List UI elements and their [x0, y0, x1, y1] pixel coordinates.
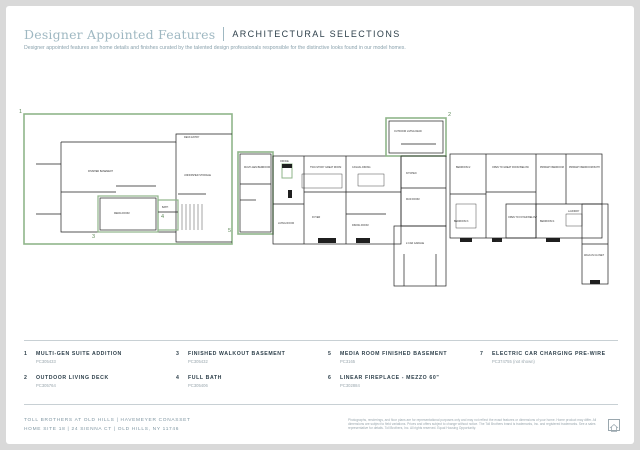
feature-name: LINEAR FIREPLACE - MEZZO 60" [340, 375, 440, 381]
feature-name: MULTI-GEN SUITE ADDITION [36, 351, 122, 357]
feature-name: ELECTRIC CAR CHARGING PRE-WIRE [492, 351, 606, 357]
basement-plan [24, 114, 232, 244]
room-label: WALK-IN CLOSET [584, 254, 605, 257]
equal-housing-icon [608, 419, 620, 431]
finished-basement-highlight [24, 114, 232, 244]
room-label: 2-CAR GARAGE [406, 242, 425, 245]
header [24, 26, 401, 42]
callout-number: 3 [92, 234, 96, 240]
room-label: OFFICE [280, 160, 289, 163]
callout-number: 1 [19, 109, 23, 115]
feature-code: PC305432 [188, 359, 208, 364]
room-label: PRIMARY BEDROOM BATH [569, 166, 600, 169]
room-label: CASUAL DINING [352, 166, 371, 169]
room-label: FINISHED BASEMENT [88, 170, 113, 173]
feature-code: PC374755 (not shown) [492, 359, 535, 364]
callout-number: 2 [448, 112, 452, 118]
feature-number: 7 [480, 351, 483, 357]
title-divider [223, 27, 224, 41]
room-label: DECK ENTRY [184, 136, 200, 139]
room-label: UNFINISHED STORAGE [184, 174, 211, 177]
feature-number: 3 [176, 351, 179, 357]
footer-address: HOME SITE 18 | 24 SIENNA CT | OLD HILLS, NY 11746 [24, 427, 180, 432]
room-label: MULTI-GEN BEDROOM [244, 166, 270, 169]
room-label: MUD ROOM [406, 198, 420, 201]
room-label: MEDIA ROOM [114, 212, 130, 215]
feature-name: OUTDOOR LIVING DECK [36, 375, 109, 381]
second-floor-plan [450, 154, 608, 284]
divider-bottom [24, 404, 618, 405]
feature-code: PC302884 [340, 383, 360, 388]
feature-code: PC305764 [36, 383, 56, 388]
feature-name: FULL BATH [188, 375, 223, 381]
room-label: OPEN TO FOYER BELOW [508, 216, 537, 219]
room-label: PRIMARY BEDROOM [540, 166, 564, 169]
feature-number: 2 [24, 375, 27, 381]
room-label: BEDROOM 4 [540, 220, 555, 223]
room-label: OUTDOOR LIVING DECK [394, 130, 423, 133]
page-title: Designer Appointed Features [24, 26, 216, 42]
room-label: TWO-STORY GREAT ROOM [310, 166, 342, 169]
room-label: BATH [162, 206, 169, 209]
room-label: LOFT [496, 240, 503, 243]
footer-community: TOLL BROTHERS AT OLD HILLS | HAVEMEYER CONASSET [24, 418, 191, 423]
brochure-sheet [6, 6, 634, 444]
room-label: DINING ROOM [352, 224, 369, 227]
multi-gen-suite-highlight [238, 152, 273, 234]
feature-code: PC305433 [36, 359, 56, 364]
callout-number: 4 [161, 214, 165, 220]
feature-number: 4 [176, 375, 179, 381]
room-label: OPEN TO GREAT ROOM BELOW [492, 166, 529, 169]
room-label: LIVING ROOM [278, 222, 294, 225]
page-subtitle: Designer appointed features are home details and finishes curated by the talented design professionals responsible for the distinctive looks found in our model homes. [24, 45, 406, 51]
room-label: BEDROOM 3 [454, 220, 469, 223]
outdoor-deck-highlight [386, 118, 446, 156]
feature-name: MEDIA ROOM FINISHED BASEMENT [340, 351, 448, 357]
feature-number: 1 [24, 351, 27, 357]
feature-number: 6 [328, 375, 331, 381]
feature-code: PC3165 [340, 359, 356, 364]
divider-top [24, 340, 618, 341]
first-floor-plan [238, 118, 446, 286]
room-label: LAUNDRY [568, 210, 580, 213]
footer-disclaimer: Photographs, renderings, and floor plans are for representational purposes only and may not reflect the exact features or dimensions of your home. Home product may differ. All dimensions are subject to field variations. Prices and offers subject to change without notice. The Toll Brothers brand is trademarks, Inc. and registered trademarks. See a sales representative for details. Toll Brothers, Inc. All rights reserved. Equal Housing Opportunity. [348, 418, 597, 431]
callout-number: 5 [228, 228, 232, 234]
section-title: ARCHITECTURAL SELECTIONS [232, 29, 401, 39]
feature-code: PC305406 [188, 383, 208, 388]
room-label: BEDROOM 2 [456, 166, 471, 169]
feature-number: 5 [328, 351, 331, 357]
room-label: FOYER [312, 216, 321, 219]
floor-plans [6, 104, 634, 304]
room-label: KITCHEN [406, 172, 417, 175]
feature-name: FINISHED WALKOUT BASEMENT [188, 351, 286, 357]
